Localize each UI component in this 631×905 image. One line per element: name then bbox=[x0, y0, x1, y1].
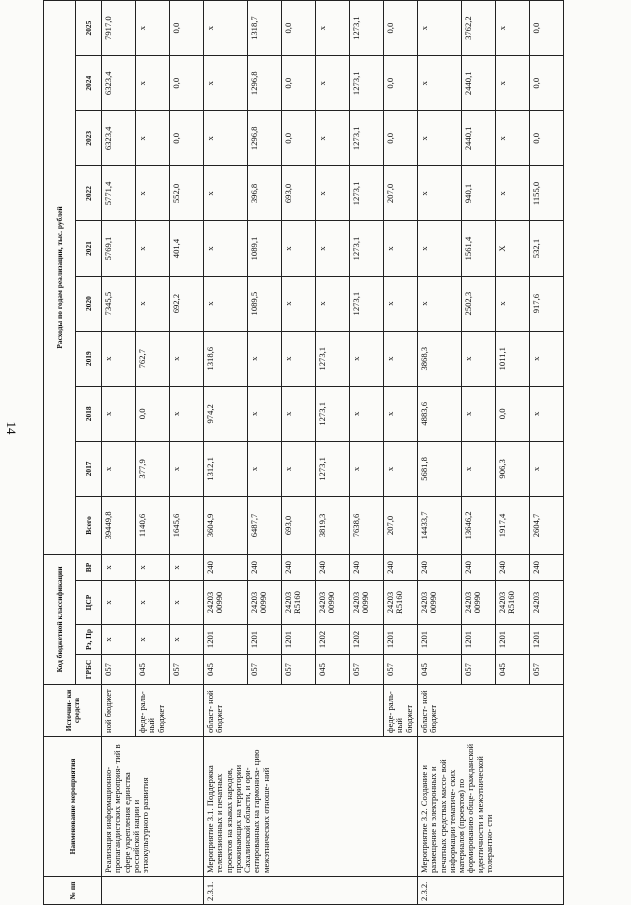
cell-year-2024: 6323,4 bbox=[102, 56, 136, 111]
cell-grbs: 057 bbox=[102, 655, 136, 685]
cell-year-2020: x bbox=[204, 276, 248, 331]
cell-year-2019: x bbox=[102, 331, 136, 386]
cell-year-2017: 377,9 bbox=[136, 441, 170, 496]
budget-table-frame bbox=[43, 0, 588, 905]
cell-csr: 24203 R5160 bbox=[384, 581, 418, 625]
row-number: 2.3.1. bbox=[204, 877, 418, 905]
cell-year-2025: 0,0 bbox=[384, 1, 418, 56]
cell-year-2023: x bbox=[496, 111, 530, 166]
header-year-2023: 2023 bbox=[76, 111, 102, 166]
cell-year-2024: 0,0 bbox=[282, 56, 316, 111]
cell-year-2021: 1089,1 bbox=[248, 221, 282, 276]
cell-rzpr: 1201 bbox=[248, 625, 282, 655]
cell-year-2022: 940,1 bbox=[462, 166, 496, 221]
cell-year-2020: 1273,1 bbox=[350, 276, 384, 331]
cell-year-2019: x bbox=[462, 331, 496, 386]
cell-year-2018: x bbox=[530, 386, 564, 441]
cell-year-2023: 6323,4 bbox=[102, 111, 136, 166]
cell-year-2022: x bbox=[136, 166, 170, 221]
cell-year-2018: x bbox=[102, 386, 136, 441]
cell-year-2025: x bbox=[136, 1, 170, 56]
header-rzpr: Рз, Пр bbox=[76, 625, 102, 655]
cell-grbs: 045 bbox=[204, 655, 248, 685]
cell-total: 3604,9 bbox=[204, 496, 248, 554]
cell-vr: 240 bbox=[248, 554, 282, 580]
activity-name: Мероприятие 3.1. Поддержка телевизионных и печатных проектов на языках народов, проживающих на территории Сахалинской области, и ори- ентированных на гармониза- цию межэтнических отноше- ний bbox=[204, 737, 418, 877]
cell-year-2024: x bbox=[496, 56, 530, 111]
table-row bbox=[204, 1, 248, 905]
cell-year-2023: 0,0 bbox=[282, 111, 316, 166]
cell-vr: x bbox=[170, 554, 204, 580]
cell-year-2018: x bbox=[248, 386, 282, 441]
cell-year-2018: 0,0 bbox=[136, 386, 170, 441]
cell-vr: 240 bbox=[316, 554, 350, 580]
cell-vr: 240 bbox=[282, 554, 316, 580]
cell-grbs: 057 bbox=[462, 655, 496, 685]
funding-source: ной бюджет bbox=[102, 685, 136, 737]
cell-grbs: 057 bbox=[170, 655, 204, 685]
cell-csr: 24203 00990 bbox=[248, 581, 282, 625]
cell-year-2017: x bbox=[384, 441, 418, 496]
cell-year-2018: 974,2 bbox=[204, 386, 248, 441]
activity-name: Мероприятие 3.2. Создание и размещение в электронных и печатных средствах массо- вой информации тематиче- ских материалов (проектов) по формированию обще- гражданской идентичности и межэтнической толерантно- сти bbox=[418, 737, 564, 877]
funding-source: феде- раль- ный бюджет bbox=[384, 685, 418, 737]
cell-year-2022: 396,8 bbox=[248, 166, 282, 221]
cell-year-2019: 1318,6 bbox=[204, 331, 248, 386]
cell-year-2017: x bbox=[350, 441, 384, 496]
cell-total: 7638,6 bbox=[350, 496, 384, 554]
header-code-group: Код бюджетной классификации bbox=[44, 554, 76, 684]
cell-rzpr: x bbox=[102, 625, 136, 655]
cell-total: 13646,2 bbox=[462, 496, 496, 554]
cell-year-2020: x bbox=[496, 276, 530, 331]
cell-year-2020: x bbox=[418, 276, 462, 331]
cell-year-2021: 401,4 bbox=[170, 221, 204, 276]
header-expense-group: Расходы по годам реализации, тыс. рублей bbox=[44, 1, 76, 555]
cell-year-2017: x bbox=[170, 441, 204, 496]
header-year-2018: 2018 bbox=[76, 386, 102, 441]
cell-rzpr: 1201 bbox=[496, 625, 530, 655]
cell-year-2020: 1089,5 bbox=[248, 276, 282, 331]
cell-year-2023: 0,0 bbox=[530, 111, 564, 166]
cell-year-2022: x bbox=[418, 166, 462, 221]
cell-year-2019: x bbox=[170, 331, 204, 386]
table-row bbox=[418, 1, 462, 905]
cell-vr: 240 bbox=[462, 554, 496, 580]
cell-grbs: 057 bbox=[530, 655, 564, 685]
cell-year-2018: 0,0 bbox=[496, 386, 530, 441]
cell-year-2019: x bbox=[282, 331, 316, 386]
cell-csr: 24203 R5160 bbox=[282, 581, 316, 625]
cell-vr: 240 bbox=[350, 554, 384, 580]
cell-year-2021: 1273,1 bbox=[350, 221, 384, 276]
cell-year-2025: 0,0 bbox=[170, 1, 204, 56]
cell-rzpr: 1201 bbox=[282, 625, 316, 655]
cell-year-2025: 3762,2 bbox=[462, 1, 496, 56]
cell-year-2017: x bbox=[530, 441, 564, 496]
funding-source: област- ной бюджет bbox=[418, 685, 564, 737]
cell-year-2023: x bbox=[418, 111, 462, 166]
cell-year-2024: x bbox=[204, 56, 248, 111]
cell-year-2019: x bbox=[530, 331, 564, 386]
cell-year-2023: 0,0 bbox=[170, 111, 204, 166]
cell-year-2021: x bbox=[136, 221, 170, 276]
cell-year-2024: 2440,1 bbox=[462, 56, 496, 111]
cell-vr: 240 bbox=[496, 554, 530, 580]
cell-year-2024: 1296,8 bbox=[248, 56, 282, 111]
cell-total: 6487,7 bbox=[248, 496, 282, 554]
cell-year-2023: x bbox=[316, 111, 350, 166]
cell-total: 39449,8 bbox=[102, 496, 136, 554]
cell-year-2017: x bbox=[282, 441, 316, 496]
cell-year-2023: x bbox=[136, 111, 170, 166]
cell-year-2025: x bbox=[316, 1, 350, 56]
cell-year-2021: x bbox=[204, 221, 248, 276]
cell-total: 1645,6 bbox=[170, 496, 204, 554]
cell-year-2019: 3868,3 bbox=[418, 331, 462, 386]
cell-csr: 24203 00990 bbox=[418, 581, 462, 625]
cell-total: 2604,7 bbox=[530, 496, 564, 554]
cell-year-2022: 5771,4 bbox=[102, 166, 136, 221]
cell-year-2021: x bbox=[282, 221, 316, 276]
cell-year-2018: 4883,6 bbox=[418, 386, 462, 441]
cell-year-2023: 0,0 bbox=[384, 111, 418, 166]
cell-csr: 24203 00990 bbox=[350, 581, 384, 625]
cell-year-2024: x bbox=[316, 56, 350, 111]
cell-year-2021: x bbox=[384, 221, 418, 276]
cell-grbs: 057 bbox=[350, 655, 384, 685]
cell-year-2020: x bbox=[282, 276, 316, 331]
cell-csr: x bbox=[170, 581, 204, 625]
cell-rzpr: 1201 bbox=[530, 625, 564, 655]
cell-year-2021: 5769,1 bbox=[102, 221, 136, 276]
cell-csr: 24203 00990 bbox=[316, 581, 350, 625]
cell-year-2024: x bbox=[136, 56, 170, 111]
cell-year-2025: x bbox=[496, 1, 530, 56]
header-year-2025: 2025 bbox=[76, 1, 102, 56]
cell-year-2024: 1273,1 bbox=[350, 56, 384, 111]
cell-vr: 240 bbox=[418, 554, 462, 580]
cell-total: 3819,3 bbox=[316, 496, 350, 554]
cell-year-2025: 0,0 bbox=[282, 1, 316, 56]
cell-year-2018: x bbox=[170, 386, 204, 441]
table-body bbox=[102, 1, 564, 905]
cell-grbs: 057 bbox=[248, 655, 282, 685]
header-csr: ЦСР bbox=[76, 581, 102, 625]
cell-year-2022: 693,0 bbox=[282, 166, 316, 221]
cell-rzpr: 1202 bbox=[316, 625, 350, 655]
cell-year-2024: 0,0 bbox=[530, 56, 564, 111]
cell-year-2022: x bbox=[316, 166, 350, 221]
cell-total: 14433,7 bbox=[418, 496, 462, 554]
cell-year-2022: 207,0 bbox=[384, 166, 418, 221]
cell-year-2017: 1312,1 bbox=[204, 441, 248, 496]
cell-year-2024: 0,0 bbox=[384, 56, 418, 111]
cell-grbs: 057 bbox=[384, 655, 418, 685]
cell-year-2020: x bbox=[316, 276, 350, 331]
cell-year-2018: x bbox=[462, 386, 496, 441]
header-year-2021: 2021 bbox=[76, 221, 102, 276]
cell-year-2017: x bbox=[462, 441, 496, 496]
cell-vr: x bbox=[102, 554, 136, 580]
cell-year-2022: x bbox=[204, 166, 248, 221]
cell-year-2018: x bbox=[282, 386, 316, 441]
cell-total: 693,0 bbox=[282, 496, 316, 554]
row-number bbox=[102, 877, 204, 905]
cell-year-2021: x bbox=[418, 221, 462, 276]
cell-year-2020: x bbox=[136, 276, 170, 331]
budget-table bbox=[43, 0, 564, 905]
cell-total: 1140,6 bbox=[136, 496, 170, 554]
cell-year-2020: 7345,5 bbox=[102, 276, 136, 331]
cell-year-2019: 762,7 bbox=[136, 331, 170, 386]
cell-year-2022: x bbox=[496, 166, 530, 221]
cell-year-2023: 1296,8 bbox=[248, 111, 282, 166]
funding-source: феде- раль- ный бюджет bbox=[136, 685, 204, 737]
row-number: 2.3.2. bbox=[418, 877, 564, 905]
cell-vr: 240 bbox=[384, 554, 418, 580]
table-header bbox=[44, 1, 102, 905]
cell-year-2019: 1273,1 bbox=[316, 331, 350, 386]
cell-year-2023: x bbox=[204, 111, 248, 166]
cell-vr: 240 bbox=[530, 554, 564, 580]
cell-year-2017: x bbox=[248, 441, 282, 496]
header-vr: ВР bbox=[76, 554, 102, 580]
header-year-2022: 2022 bbox=[76, 166, 102, 221]
cell-csr: 24203 00990 bbox=[462, 581, 496, 625]
cell-rzpr: 1201 bbox=[384, 625, 418, 655]
cell-grbs: 045 bbox=[496, 655, 530, 685]
cell-year-2018: 1273,1 bbox=[316, 386, 350, 441]
cell-year-2024: 0,0 bbox=[170, 56, 204, 111]
cell-csr: x bbox=[102, 581, 136, 625]
cell-rzpr: x bbox=[170, 625, 204, 655]
cell-year-2021: 1561,4 bbox=[462, 221, 496, 276]
cell-csr: 24203 R5160 bbox=[496, 581, 530, 625]
cell-year-2020: 2502,3 bbox=[462, 276, 496, 331]
cell-rzpr: 1202 bbox=[350, 625, 384, 655]
header-total: Всего bbox=[76, 496, 102, 554]
header-name: Наименование мероприятия bbox=[44, 737, 102, 877]
cell-year-2023: 2440,1 bbox=[462, 111, 496, 166]
cell-year-2022: 1273,1 bbox=[350, 166, 384, 221]
cell-year-2019: x bbox=[350, 331, 384, 386]
cell-year-2018: x bbox=[384, 386, 418, 441]
cell-year-2025: 1273,1 bbox=[350, 1, 384, 56]
cell-year-2022: 552,0 bbox=[170, 166, 204, 221]
cell-total: 207,0 bbox=[384, 496, 418, 554]
cell-year-2019: x bbox=[248, 331, 282, 386]
cell-rzpr: x bbox=[136, 625, 170, 655]
cell-year-2017: 1273,1 bbox=[316, 441, 350, 496]
cell-year-2019: 1011,1 bbox=[496, 331, 530, 386]
cell-year-2024: x bbox=[418, 56, 462, 111]
cell-csr: 24203 bbox=[530, 581, 564, 625]
cell-year-2022: 1155,0 bbox=[530, 166, 564, 221]
cell-year-2017: x bbox=[102, 441, 136, 496]
cell-rzpr: 1201 bbox=[418, 625, 462, 655]
cell-year-2023: 1273,1 bbox=[350, 111, 384, 166]
cell-grbs: 045 bbox=[418, 655, 462, 685]
cell-year-2019: x bbox=[384, 331, 418, 386]
cell-year-2025: x bbox=[204, 1, 248, 56]
cell-year-2025: x bbox=[418, 1, 462, 56]
cell-year-2020: 917,6 bbox=[530, 276, 564, 331]
header-num: № пп bbox=[44, 877, 102, 905]
cell-year-2025: 7917,0 bbox=[102, 1, 136, 56]
header-year-2019: 2019 bbox=[76, 331, 102, 386]
cell-year-2020: x bbox=[384, 276, 418, 331]
cell-year-2025: 0,0 bbox=[530, 1, 564, 56]
funding-source: област- ной бюджет bbox=[204, 685, 384, 737]
cell-year-2025: 1318,7 bbox=[248, 1, 282, 56]
cell-rzpr: 1201 bbox=[204, 625, 248, 655]
header-year-2020: 2020 bbox=[76, 276, 102, 331]
header-year-2017: 2017 bbox=[76, 441, 102, 496]
cell-total: 1917,4 bbox=[496, 496, 530, 554]
cell-csr: 24203 00990 bbox=[204, 581, 248, 625]
cell-vr: x bbox=[136, 554, 170, 580]
cell-year-2021: 532,1 bbox=[530, 221, 564, 276]
cell-year-2021: X bbox=[496, 221, 530, 276]
cell-vr: 240 bbox=[204, 554, 248, 580]
header-source: Источни- ки средств bbox=[44, 685, 102, 737]
cell-grbs: 045 bbox=[316, 655, 350, 685]
cell-grbs: 057 bbox=[282, 655, 316, 685]
cell-year-2021: x bbox=[316, 221, 350, 276]
cell-csr: x bbox=[136, 581, 170, 625]
header-year-2024: 2024 bbox=[76, 56, 102, 111]
header-grbs: ГРБС bbox=[76, 655, 102, 685]
cell-grbs: 045 bbox=[136, 655, 170, 685]
cell-year-2020: 692,2 bbox=[170, 276, 204, 331]
cell-rzpr: 1201 bbox=[462, 625, 496, 655]
activity-name: Реализация информационно-пропагандистских мероприя- тий в сфере укрепления единства российской нации и этнокультурного развития bbox=[102, 737, 204, 877]
cell-year-2018: x bbox=[350, 386, 384, 441]
page-number: 14 bbox=[4, 421, 19, 435]
table-row bbox=[102, 1, 136, 905]
cell-year-2017: 5681,8 bbox=[418, 441, 462, 496]
cell-year-2017: 906,3 bbox=[496, 441, 530, 496]
